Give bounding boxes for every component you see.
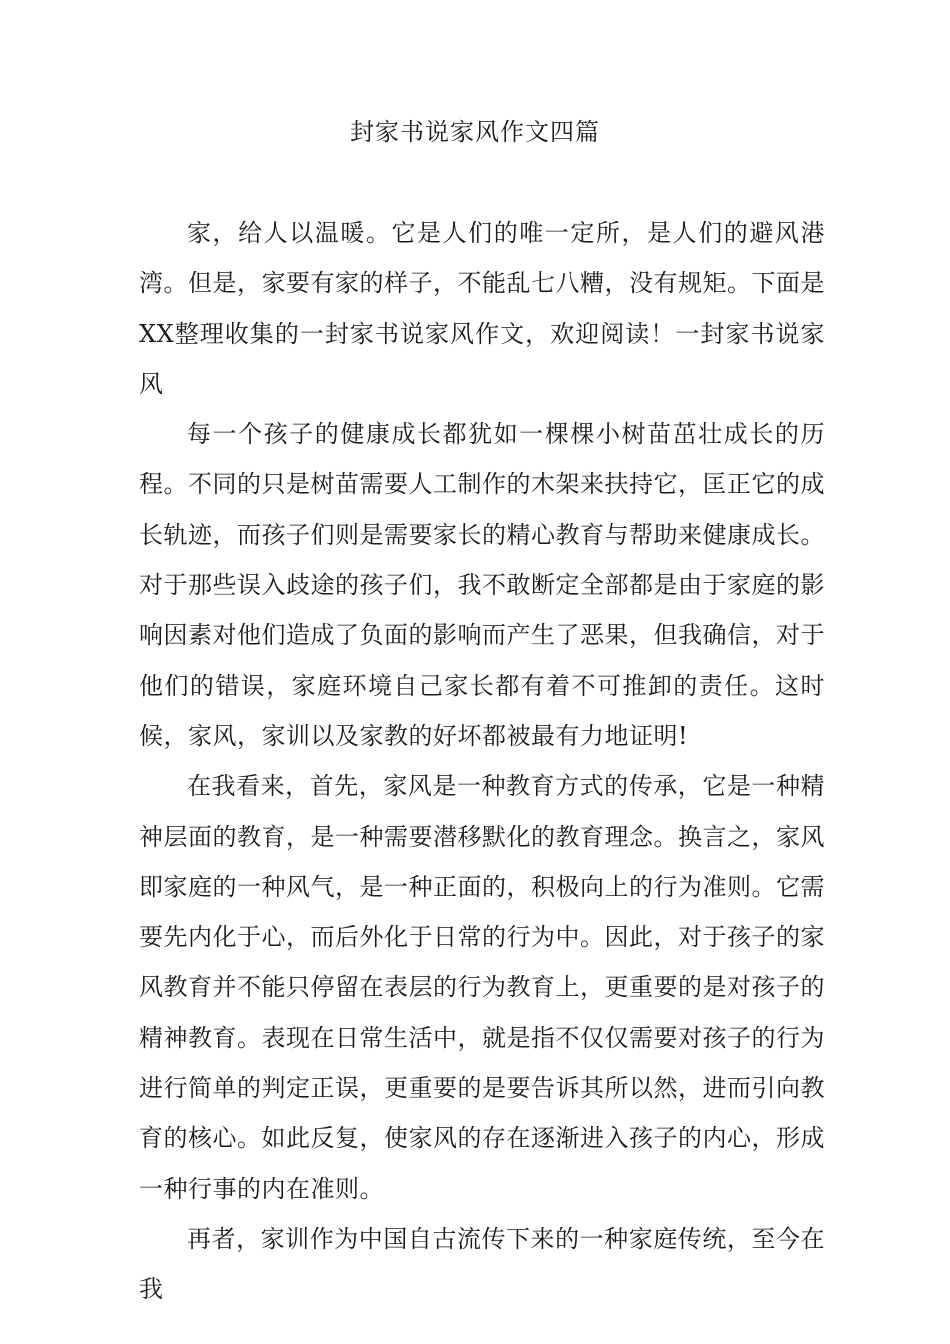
paragraph-family-instructions: 再者，家训作为中国自古流传下来的一种家庭传统，至今在我	[139, 1224, 825, 1304]
document-body	[139, 208, 825, 1315]
paragraph-growth: 每一个孩子的健康成长都犹如一棵棵小树苗茁壮成长的历程。不同的只是树苗需要人工制作的木架来扶持它，匡正它的成长轨迹，而孩子们则是需要家长的精心教育与帮助来健康成长。对于那些误入歧途的孩子们，我不敢断定全部都是由于家庭的影响因素对他们造成了负面的影响而产生了恶果，但我确信，对于他们的错误，家庭环境自己家长都有着不可推卸的责任。这时候，家风，家训以及家教的好坏都被最有力地证明!	[139, 420, 825, 750]
paragraph-family-style: 在我看来，首先，家风是一种教育方式的传承，它是一种精神层面的教育，是一种需要潜移默化的教育理念。换言之，家风即家庭的一种风气，是一种正面的，积极向上的行为准则。它需要先内化于心，而后外化于日常的行为中。因此，对于孩子的家风教育并不能只停留在表层的行为教育上，更重要的是对孩子的精神教育。表现在日常生活中，就是指不仅仅需要对孩子的行为进行简单的判定正误，更重要的是要告诉其所以然，进而引向教育的核心。如此反复，使家风的存在逐渐进入孩子的内心，形成一种行事的内在准则。	[139, 772, 825, 1203]
paragraph-intro: 家，给人以温暖。它是人们的唯一定所，是人们的避风港湾。但是，家要有家的样子，不能乱七八糟，没有规矩。下面是XX整理收集的一封家书说家风作文，欢迎阅读！一封家书说家风	[139, 219, 825, 398]
document-title: 封家书说家风作文四篇	[350, 118, 600, 146]
